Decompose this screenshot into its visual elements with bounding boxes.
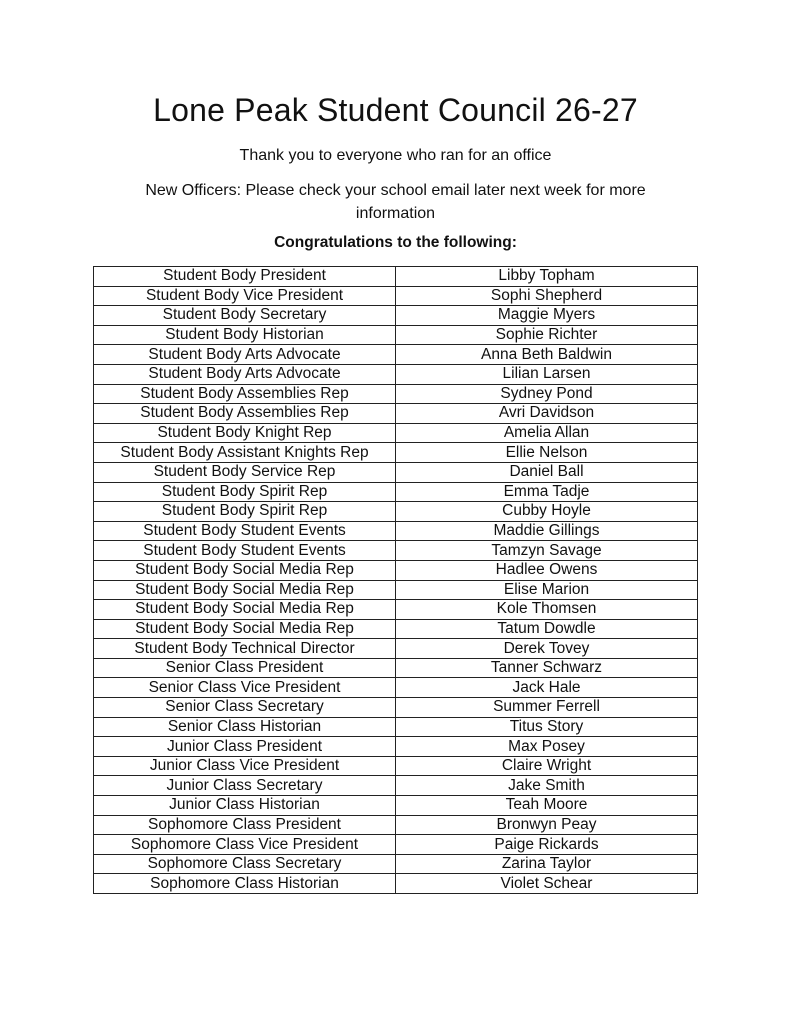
office-cell: Student Body Assemblies Rep: [94, 384, 396, 404]
office-cell: Junior Class Secretary: [94, 776, 396, 796]
officer-name-cell: Avri Davidson: [396, 404, 698, 424]
officer-name-cell: Teah Moore: [396, 796, 698, 816]
table-row: [94, 423, 698, 443]
table-row: [94, 874, 698, 894]
office-cell: Student Body Secretary: [94, 306, 396, 326]
office-cell: Student Body Arts Advocate: [94, 364, 396, 384]
officer-name-cell: Tamzyn Savage: [396, 541, 698, 561]
office-cell: Senior Class Secretary: [94, 698, 396, 718]
office-cell: Senior Class Historian: [94, 717, 396, 737]
table-row: [94, 306, 698, 326]
office-cell: Student Body Arts Advocate: [94, 345, 396, 365]
table-row: [94, 776, 698, 796]
table-row: [94, 737, 698, 757]
congratulations-heading: Congratulations to the following:: [274, 234, 517, 251]
table-row: [94, 756, 698, 776]
table-row: [94, 462, 698, 482]
officer-name-cell: Elise Marion: [396, 580, 698, 600]
officer-name-cell: Maddie Gillings: [396, 521, 698, 541]
officer-name-cell: Sydney Pond: [396, 384, 698, 404]
officer-name-cell: Sophi Shepherd: [396, 286, 698, 306]
office-cell: Student Body Knight Rep: [94, 423, 396, 443]
table-row: [94, 443, 698, 463]
table-row: [94, 521, 698, 541]
officer-name-cell: Tanner Schwarz: [396, 658, 698, 678]
thank-you-text: Thank you to everyone who ran for an office: [239, 147, 552, 164]
officer-name-cell: Sophie Richter: [396, 325, 698, 345]
office-cell: Student Body Technical Director: [94, 639, 396, 659]
table-row: [94, 796, 698, 816]
officer-name-cell: Libby Topham: [396, 267, 698, 287]
officer-name-cell: Violet Schear: [396, 874, 698, 894]
office-cell: Student Body Historian: [94, 325, 396, 345]
officer-name-cell: Kole Thomsen: [396, 600, 698, 620]
office-cell: Senior Class Vice President: [94, 678, 396, 698]
table-row: [94, 502, 698, 522]
table-row: [94, 267, 698, 287]
table-row: [94, 835, 698, 855]
table-row: [94, 717, 698, 737]
officer-name-cell: Jack Hale: [396, 678, 698, 698]
officer-name-cell: Hadlee Owens: [396, 560, 698, 580]
office-cell: Student Body Service Rep: [94, 462, 396, 482]
officer-name-cell: Claire Wright: [396, 756, 698, 776]
table-row: [94, 658, 698, 678]
officer-name-cell: Zarina Taylor: [396, 854, 698, 874]
office-cell: Junior Class Historian: [94, 796, 396, 816]
officer-name-cell: Amelia Allan: [396, 423, 698, 443]
table-row: [94, 698, 698, 718]
officer-name-cell: Emma Tadje: [396, 482, 698, 502]
officer-name-cell: Max Posey: [396, 737, 698, 757]
officer-name-cell: Cubby Hoyle: [396, 502, 698, 522]
office-cell: Student Body Social Media Rep: [94, 560, 396, 580]
officer-name-cell: Titus Story: [396, 717, 698, 737]
table-row: [94, 404, 698, 424]
table-row: [94, 854, 698, 874]
office-cell: Student Body Assemblies Rep: [94, 404, 396, 424]
officer-name-cell: Anna Beth Baldwin: [396, 345, 698, 365]
table-row: [94, 541, 698, 561]
officer-name-cell: Lilian Larsen: [396, 364, 698, 384]
office-cell: Student Body Student Events: [94, 541, 396, 561]
office-cell: Student Body Social Media Rep: [94, 600, 396, 620]
officer-name-cell: Derek Tovey: [396, 639, 698, 659]
office-cell: Student Body Spirit Rep: [94, 482, 396, 502]
office-cell: Student Body Social Media Rep: [94, 580, 396, 600]
office-cell: Student Body Student Events: [94, 521, 396, 541]
office-cell: Senior Class President: [94, 658, 396, 678]
table-row: [94, 325, 698, 345]
officers-table-body: [94, 267, 698, 894]
office-cell: Student Body Vice President: [94, 286, 396, 306]
new-officers-notice: New Officers: Please check your school email later next week for more information: [145, 182, 646, 222]
table-row: [94, 482, 698, 502]
officer-name-cell: Daniel Ball: [396, 462, 698, 482]
office-cell: Sophomore Class Vice President: [94, 835, 396, 855]
table-row: [94, 619, 698, 639]
office-cell: Sophomore Class Historian: [94, 874, 396, 894]
office-cell: Student Body Social Media Rep: [94, 619, 396, 639]
table-row: [94, 560, 698, 580]
office-cell: Student Body President: [94, 267, 396, 287]
officer-name-cell: Summer Ferrell: [396, 698, 698, 718]
table-row: [94, 639, 698, 659]
office-cell: Sophomore Class President: [94, 815, 396, 835]
table-row: [94, 678, 698, 698]
table-row: [94, 345, 698, 365]
officer-name-cell: Ellie Nelson: [396, 443, 698, 463]
office-cell: Student Body Assistant Knights Rep: [94, 443, 396, 463]
office-cell: Sophomore Class Secretary: [94, 854, 396, 874]
officer-name-cell: Tatum Dowdle: [396, 619, 698, 639]
officer-name-cell: Jake Smith: [396, 776, 698, 796]
office-cell: Junior Class President: [94, 737, 396, 757]
officer-name-cell: Bronwyn Peay: [396, 815, 698, 835]
table-row: [94, 600, 698, 620]
table-row: [94, 364, 698, 384]
officers-table: [93, 266, 698, 894]
table-row: [94, 580, 698, 600]
page-title: Lone Peak Student Council 26-27: [153, 92, 638, 128]
officer-name-cell: Maggie Myers: [396, 306, 698, 326]
table-row: [94, 815, 698, 835]
office-cell: Student Body Spirit Rep: [94, 502, 396, 522]
table-row: [94, 384, 698, 404]
officer-name-cell: Paige Rickards: [396, 835, 698, 855]
office-cell: Junior Class Vice President: [94, 756, 396, 776]
table-row: [94, 286, 698, 306]
